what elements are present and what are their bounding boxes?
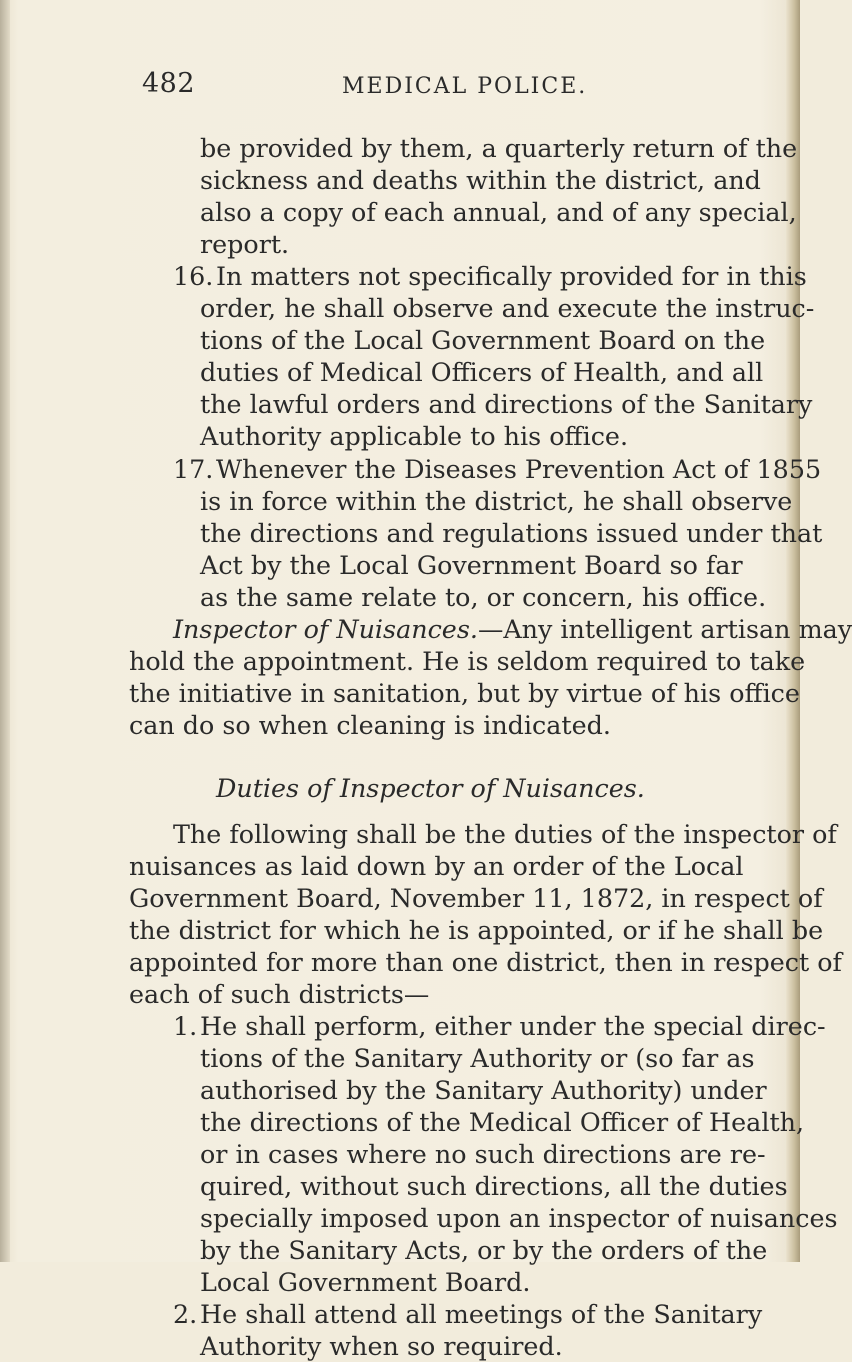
text-line: Whenever the Diseases Prevention Act of 1855 [216,454,822,484]
text-line: tions of the Sanitary Authority or (so far as [200,1043,755,1073]
text-line: Inspector of Nuisances.—Any intelligent artisan may [173,614,852,644]
text-line: Authority when so required. [200,1331,563,1361]
inspector-heading: Inspector of Nuisances. [173,614,478,644]
item-number: 16. [173,261,214,291]
text-line: is in force within the district, he shall observe [200,486,793,516]
item-number: 1. [173,1011,198,1041]
text-line: duties of Medical Officers of Health, and all [200,357,764,387]
text-line: specially imposed upon an inspector of nuisances [200,1203,838,1233]
text-line: the directions and regulations issued under that [200,518,823,548]
text-line: by the Sanitary Acts, or by the orders of the [200,1235,768,1265]
text-line: Government Board, November 11, 1872, in respect of [129,883,823,913]
text-line: tions of the Local Government Board on the [200,325,766,355]
section-heading: Duties of Inspector of Nuisances. [216,773,645,803]
text-line: Act by the Local Government Board so far [200,550,743,580]
text-line: authorised by the Sanitary Authority) under [200,1075,767,1105]
text-line: also a copy of each annual, and of any special, [200,197,797,227]
text-line: He shall perform, either under the special direc- [200,1011,826,1041]
text-line: order, he shall observe and execute the instruc- [200,293,815,323]
text-line: He shall attend all meetings of the Sanitary [200,1299,763,1329]
item-number: 2. [173,1299,198,1329]
text-line: the directions of the Medical Officer of Health, [200,1107,805,1137]
text-line: each of such districts— [129,979,430,1009]
text-line: appointed for more than one district, then in respect of [129,947,842,977]
text-line: The following shall be the duties of the inspector of [173,819,837,849]
text-line: Authority applicable to his office. [200,421,629,451]
text-line: Local Government Board. [200,1267,531,1297]
page-header [0,68,800,108]
text-line: report. [200,229,290,259]
page-gutter [0,0,10,1262]
text-line: the lawful orders and directions of the Sanitary [200,389,813,419]
text-line: In matters not specifically provided for in this [216,261,807,291]
text-line: the initiative in sanitation, but by virtue of his office [129,678,800,708]
text-line: as the same relate to, or concern, his office. [200,582,767,612]
text-line: hold the appointment. He is seldom required to take [129,646,806,676]
item-number: 17. [173,454,214,484]
text-line: sickness and deaths within the district, and [200,165,761,195]
text-line: nuisances as laid down by an order of the Local [129,851,744,881]
page-number: 482 [142,68,196,99]
text-line: the district for which he is appointed, or if he shall be [129,915,824,945]
running-head: MEDICAL POLICE. [342,74,588,99]
text-line: or in cases where no such directions are re- [200,1139,766,1169]
text-line: be provided by them, a quarterly return of the [200,133,798,163]
text-line: can do so when cleaning is indicated. [129,710,611,740]
text-line: quired, without such directions, all the duties [200,1171,788,1201]
